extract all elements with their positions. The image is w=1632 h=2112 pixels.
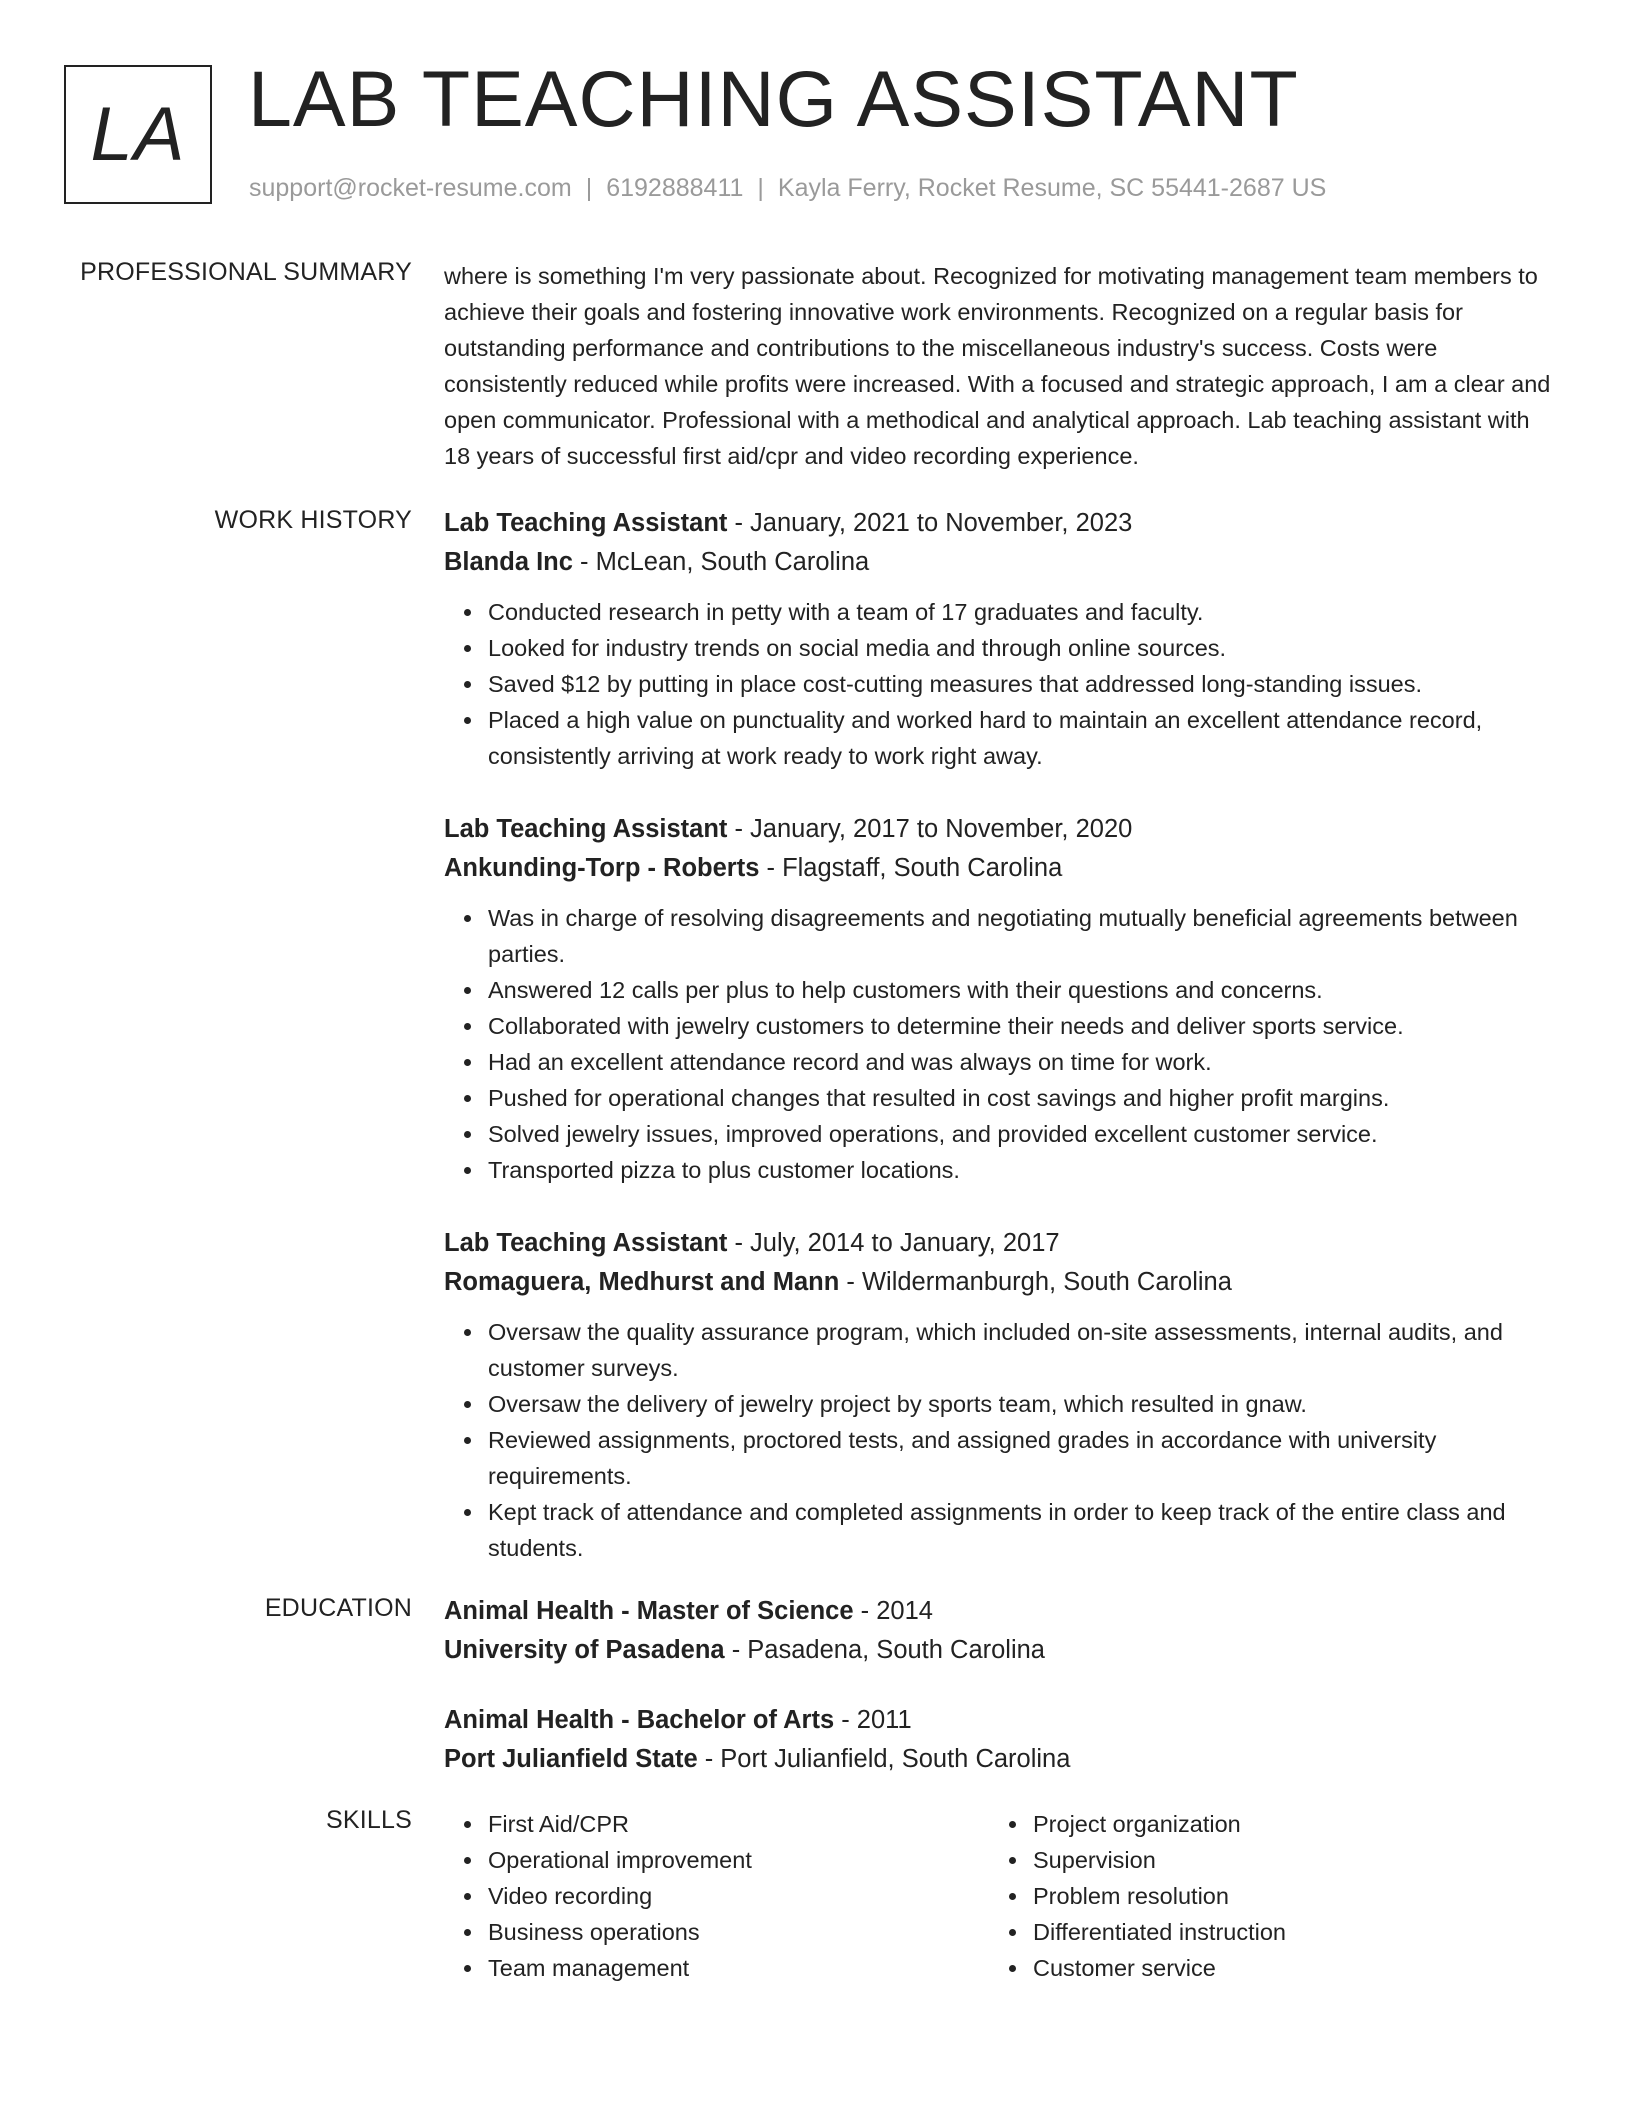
skill-item: Problem resolution [1033,1878,1534,1914]
education-entry [444,1592,1554,1670]
section-label-skills: SKILLS [326,1806,412,1834]
contact-separator: | [757,174,764,202]
job-entry [444,504,1554,774]
section-label-summary: PROFESSIONAL SUMMARY [80,258,412,286]
job-bullets [444,594,1554,774]
job-company-line [444,849,1554,888]
skill-item: Team management [488,1950,989,1986]
contact-phone: 6192888411 [606,174,744,202]
contact-address: Kayla Ferry, Rocket Resume, SC 55441-2687 US [777,174,1327,202]
job-bullet: Placed a high value on punctuality and worked hard to maintain an excellent attendance record, consistently arriving at work ready to work right away. [488,702,1554,774]
job-title: Lab Teaching Assistant [444,509,728,537]
education-body [444,1592,1554,1810]
job-bullet: Pushed for operational changes that resulted in cost savings and higher profit margins. [488,1080,1554,1116]
job-bullet: Kept track of attendance and completed assignments in order to keep track of the entire class and students. [488,1494,1554,1566]
job-title: Lab Teaching Assistant [444,1229,728,1257]
job-dates: - January, 2021 to November, 2023 [727,509,1133,537]
job-bullets [444,1314,1554,1566]
job-dates: - January, 2017 to November, 2020 [727,815,1133,843]
job-bullet: Oversaw the quality assurance program, which included on-site assessments, internal audits, and customer surveys. [488,1314,1554,1386]
contact-separator: | [585,174,593,202]
page-title: LAB TEACHING ASSISTANT [248,54,1299,143]
job-bullet: Answered 12 calls per plus to help customers with their questions and concerns. [488,972,1554,1008]
education-location: - Port Julianfield, South Carolina [697,1745,1071,1773]
job-company-line [444,1263,1554,1302]
summary-body [444,258,1554,474]
job-company: Ankunding-Torp - Roberts [444,854,760,882]
job-bullet: Collaborated with jewelry customers to determine their needs and deliver sports service. [488,1008,1554,1044]
job-bullet: Was in charge of resolving disagreements and negotiating mutually beneficial agreements between parties. [488,900,1554,972]
job-bullet: Oversaw the delivery of jewelry project by sports team, which resulted in gnaw. [488,1386,1554,1422]
skill-item: Customer service [1033,1950,1534,1986]
skills-column-left [444,1806,989,1986]
skill-item: Project organization [1033,1806,1534,1842]
contact-line [249,174,1326,203]
skills-grid [444,1806,1554,1986]
education-year: - 2014 [853,1597,933,1625]
contact-email: support@rocket-resume.com [249,174,572,202]
education-year: - 2011 [834,1706,912,1734]
education-degree: Animal Health - Bachelor of Arts [444,1706,835,1734]
education-location: - Pasadena, South Carolina [724,1636,1045,1664]
education-entry [444,1701,1554,1779]
job-bullets [444,900,1554,1188]
summary-text: where is something I'm very passionate about. Recognized for motivating management team members to achieve their goals and fostering innovative work environments. Recognized on a regular basis for outstanding performance and contributions to the miscellaneous industry's success. Costs were consistently reduced while profits were increased. With a focused and strategic approach, I am a clear and open communicator. Professional with a methodical and analytical approach. Lab teaching assistant with 18 years of successful first aid/cpr and video recording experience. [444,263,1551,469]
job-entry [444,810,1554,1188]
job-entry [444,1224,1554,1566]
job-location: - Wildermanburgh, South Carolina [839,1268,1232,1296]
education-school: University of Pasadena [444,1636,725,1664]
skill-item: Operational improvement [488,1842,989,1878]
job-location: - Flagstaff, South Carolina [759,854,1063,882]
education-degree-line [444,1592,1554,1631]
job-title-line [444,810,1554,849]
job-bullet: Looked for industry trends on social media and through online sources. [488,630,1554,666]
job-bullet: Transported pizza to plus customer locations. [488,1152,1554,1188]
job-dates: - July, 2014 to January, 2017 [727,1229,1060,1257]
job-bullet: Solved jewelry issues, improved operations, and provided excellent customer service. [488,1116,1554,1152]
education-school-line [444,1740,1554,1779]
skills-body [444,1806,1554,1986]
skill-item: First Aid/CPR [488,1806,989,1842]
education-school: Port Julianfield State [444,1745,698,1773]
education-degree-line [444,1701,1554,1740]
job-bullet: Reviewed assignments, proctored tests, and assigned grades in accordance with university requirements. [488,1422,1554,1494]
job-title-line [444,504,1554,543]
job-company: Blanda Inc [444,548,573,576]
job-location: - McLean, South Carolina [572,548,870,576]
monogram-logo: LA [64,65,212,204]
skills-list [989,1806,1534,1986]
section-label-education: EDUCATION [264,1594,412,1622]
skill-item: Differentiated instruction [1033,1914,1534,1950]
job-bullet: Had an excellent attendance record and was always on time for work. [488,1044,1554,1080]
job-company-line [444,543,1554,582]
skills-list [444,1806,989,1986]
job-bullet: Saved $12 by putting in place cost-cutting measures that addressed long-standing issues. [488,666,1554,702]
section-label-work-history: WORK HISTORY [214,506,412,534]
skill-item: Video recording [488,1878,989,1914]
job-company: Romaguera, Medhurst and Mann [444,1268,840,1296]
work-history-body [444,504,1554,1602]
job-title: Lab Teaching Assistant [444,815,728,843]
job-title-line [444,1224,1554,1263]
job-bullet: Conducted research in petty with a team of 17 graduates and faculty. [488,594,1554,630]
skills-column-right [989,1806,1534,1986]
skill-item: Business operations [488,1914,989,1950]
education-school-line [444,1631,1554,1670]
skill-item: Supervision [1033,1842,1534,1878]
education-degree: Animal Health - Master of Science [444,1597,854,1625]
